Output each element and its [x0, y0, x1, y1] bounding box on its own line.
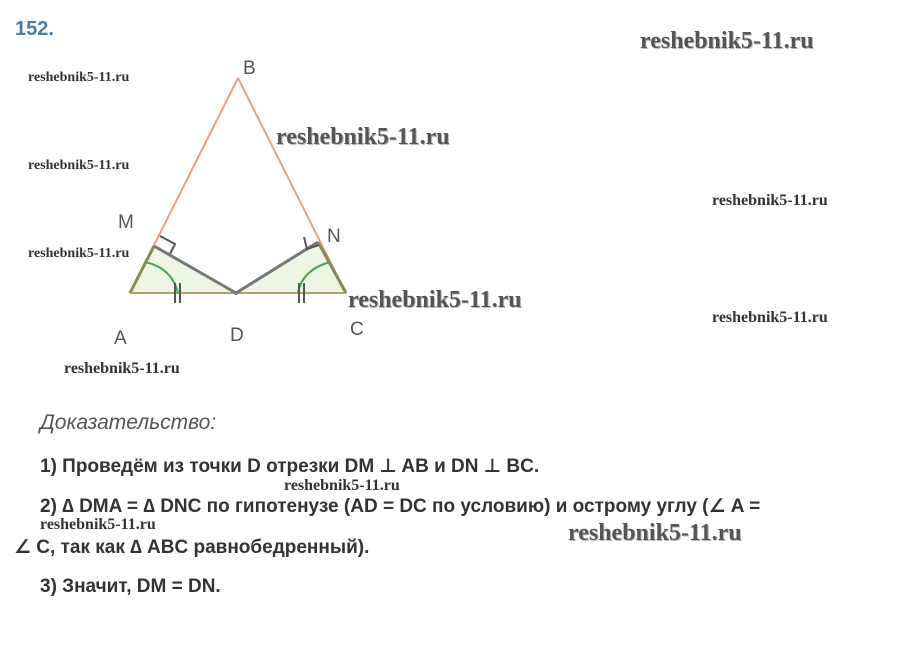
- watermark: reshebnik5-11.ru: [28, 70, 130, 85]
- watermark: reshebnik5-11.ru: [348, 287, 522, 313]
- proof-step-2-line-1: 2) ∆ DMA = ∆ DNC по гипотенузе (AD = DC по условию) и острому углу (∠ A =: [40, 496, 761, 517]
- label-b: B: [243, 58, 256, 79]
- proof-step-2-line-2: ∠ C, так как ∆ ABC равнобедренный).: [14, 537, 370, 558]
- point-d: [234, 291, 238, 295]
- proof-step-3: 3) Значит, DM = DN.: [40, 576, 221, 597]
- watermark: reshebnik5-11.ru: [712, 192, 828, 209]
- problem-number: 152.: [15, 18, 54, 40]
- watermark: reshebnik5-11.ru: [64, 360, 180, 377]
- proof-title: Доказательство:: [40, 411, 217, 434]
- watermark: reshebnik5-11.ru: [40, 516, 156, 533]
- shaded-triangle-a: [130, 246, 236, 293]
- label-n: N: [327, 226, 341, 247]
- label-a: A: [114, 328, 127, 349]
- watermark: reshebnik5-11.ru: [276, 124, 450, 150]
- label-m: M: [118, 212, 134, 233]
- watermark: reshebnik5-11.ru: [568, 520, 742, 546]
- watermark: reshebnik5-11.ru: [28, 158, 130, 173]
- watermark: reshebnik5-11.ru: [640, 28, 814, 54]
- label-c: C: [350, 319, 364, 340]
- watermark: reshebnik5-11.ru: [284, 477, 400, 494]
- watermark: reshebnik5-11.ru: [28, 246, 130, 261]
- shaded-triangle-c: [236, 242, 346, 293]
- proof-step-1: 1) Проведём из точки D отрезки DM ⊥ AB и DN ⊥ BC.: [40, 456, 540, 477]
- watermark: reshebnik5-11.ru: [712, 309, 828, 326]
- label-d: D: [230, 325, 244, 346]
